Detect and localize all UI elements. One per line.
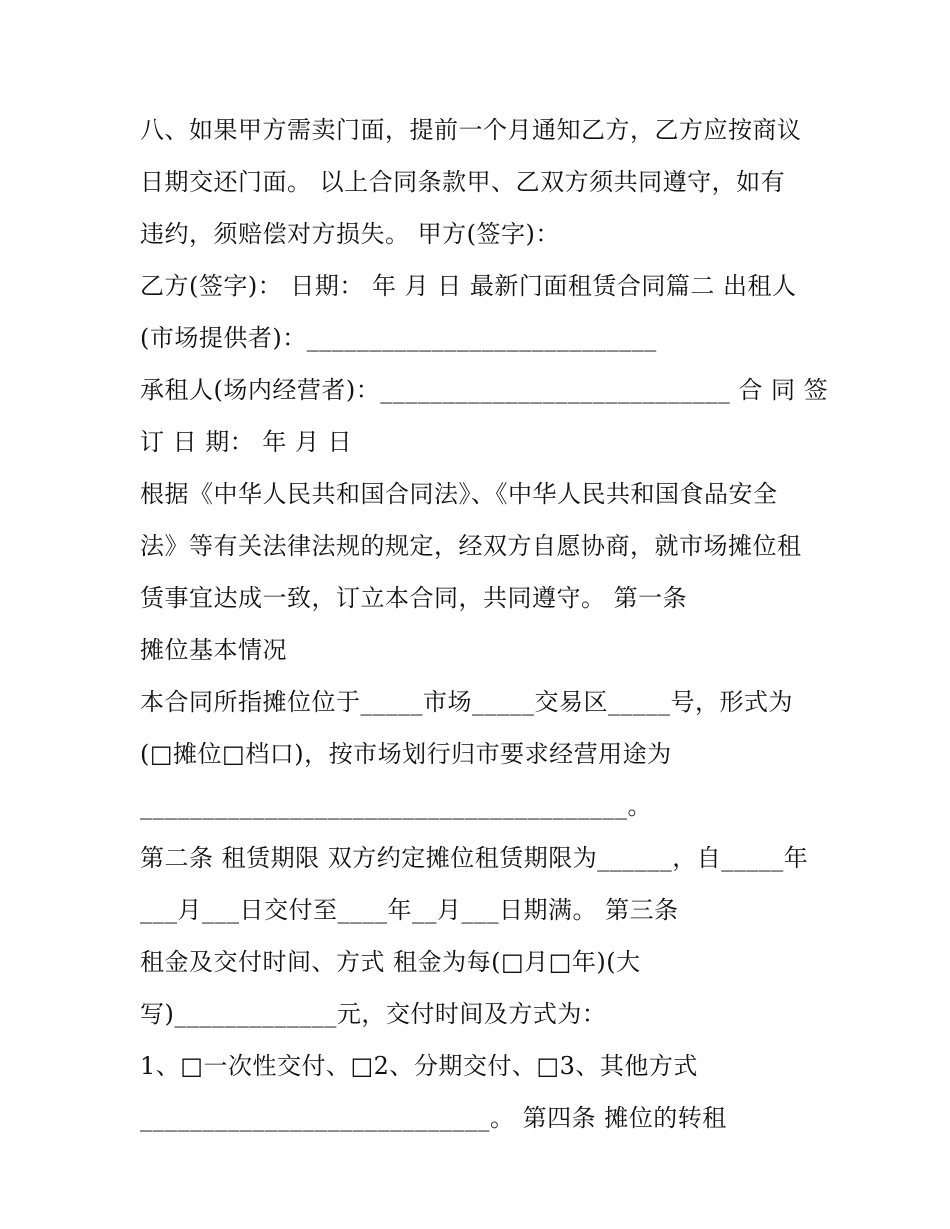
text-line-12: 本合同所指摊位位于_____市场_____交易区_____号，形式为 (140, 688, 793, 716)
text-line-5: (市场提供者)：____________________________ (140, 324, 657, 352)
text-line-9: 法》等有关法律法规的规定，经双方自愿协商，就市场摊位租 (140, 532, 802, 560)
text-line-8: 根据《中华人民共和国合同法》、《中华人民共和国食品安全 (140, 480, 778, 508)
text-line-11: 摊位基本情况 (140, 636, 287, 664)
text-line-10: 赁事宜达成一致，订立本合同，共同遵守。 第一条 (140, 584, 688, 612)
text-line-20: ____________________________。 第四条 摊位的转租 (140, 1104, 727, 1132)
text-line-14: _______________________________________。 (140, 792, 652, 820)
text-line-15: 第二条 租赁期限 双方约定摊位租赁期限为______，自_____年 (140, 844, 809, 872)
text-line-17: 租金及交付时间、方式 租金为每(□月□年)(大 (140, 948, 641, 976)
text-line-3: 违约，须赔偿对方损失。 甲方(签字)： (140, 220, 560, 248)
text-line-7: 订 日 期： 年 月 日 (140, 428, 353, 456)
text-line-4: 乙方(签字)： 日期： 年 月 日 最新门面租赁合同篇二 出租人 (140, 272, 797, 300)
text-line-16: ___月___日交付至____年__月___日期满。 第三条 (140, 896, 679, 924)
text-line-18: 写)_____________元，交付时间及方式为： (140, 1000, 607, 1028)
text-line-6: 承租人(场内经营者)：____________________________ 合 同 签 (140, 376, 829, 404)
text-line-19: 1、□一次性交付、□2、分期交付、□3、其他方式 (140, 1052, 698, 1080)
text-line-13: (□摊位□档口)，按市场划行归市要求经营用途为 (140, 740, 672, 768)
document-body (140, 104, 829, 1144)
text-line-1: 八、如果甲方需卖门面，提前一个月通知乙方，乙方应按商议 (140, 116, 802, 144)
text-line-2: 日期交还门面。 以上合同条款甲、乙双方须共同遵守，如有 (140, 168, 786, 196)
